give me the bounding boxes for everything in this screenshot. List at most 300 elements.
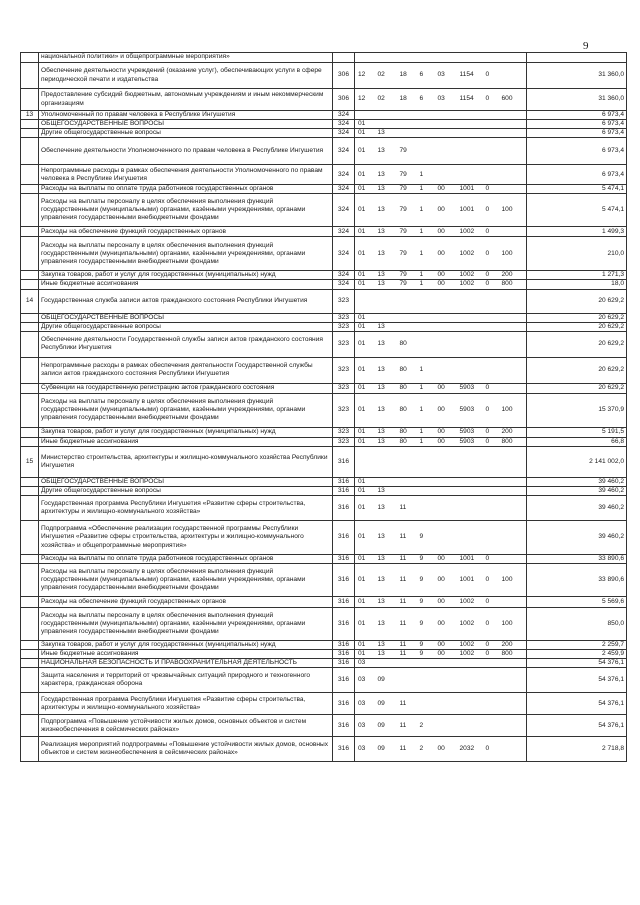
code-cs2: 9 xyxy=(417,564,435,597)
code-cs1 xyxy=(397,477,417,486)
code-vr xyxy=(499,496,527,521)
code-cs3: 00 xyxy=(435,427,457,437)
code-cs4 xyxy=(457,357,483,383)
row-number xyxy=(21,477,39,486)
code-gr: 306 xyxy=(333,89,355,111)
code-pr: 02 xyxy=(375,63,397,89)
row-sum: 6 973,4 xyxy=(527,138,627,165)
row-number xyxy=(21,521,39,555)
code-cs5 xyxy=(483,521,499,555)
row-sum: 6 973,4 xyxy=(527,120,627,129)
code-rz: 01 xyxy=(355,477,375,486)
code-cs2: 2 xyxy=(417,737,435,762)
code-cs3 xyxy=(435,138,457,165)
code-cs1: 18 xyxy=(397,63,417,89)
code-pr: 09 xyxy=(375,737,397,762)
code-vr xyxy=(499,313,527,322)
table-row xyxy=(21,597,627,608)
code-cs2 xyxy=(417,496,435,521)
code-pr xyxy=(375,446,397,477)
code-rz: 03 xyxy=(355,659,375,668)
code-vr xyxy=(499,165,527,185)
budget-table xyxy=(20,52,627,762)
code-rz: 12 xyxy=(355,89,375,111)
row-sum: 2 459,9 xyxy=(527,650,627,659)
code-cs1: 80 xyxy=(397,393,417,427)
table-row xyxy=(21,322,627,331)
code-cs5: 0 xyxy=(483,393,499,427)
code-vr xyxy=(499,446,527,477)
table-row xyxy=(21,53,627,63)
code-cs4: 1002 xyxy=(457,280,483,289)
code-pr: 13 xyxy=(375,564,397,597)
code-gr: 316 xyxy=(333,446,355,477)
code-pr: 13 xyxy=(375,427,397,437)
code-gr: 316 xyxy=(333,608,355,641)
row-name: Расходы на выплаты персоналу в целях обеспечения выполнения функций государственными (муниципальными) органами, казёнными учреждениями, органами управления государственными внебюджетными фондами xyxy=(39,194,333,227)
code-cs3: 00 xyxy=(435,185,457,194)
code-pr: 13 xyxy=(375,521,397,555)
code-cs1: 80 xyxy=(397,383,417,393)
row-number xyxy=(21,165,39,185)
code-pr: 13 xyxy=(375,555,397,564)
row-name: ОБЩЕГОСУДАРСТВЕННЫЕ ВОПРОСЫ xyxy=(39,477,333,486)
code-rz: 01 xyxy=(355,564,375,597)
code-gr: 316 xyxy=(333,597,355,608)
code-cs5: 0 xyxy=(483,194,499,227)
row-number xyxy=(21,693,39,715)
code-vr: 100 xyxy=(499,564,527,597)
table-row xyxy=(21,129,627,138)
code-gr: 324 xyxy=(333,120,355,129)
table-row xyxy=(21,555,627,564)
row-sum: 39 460,2 xyxy=(527,486,627,495)
code-pr: 09 xyxy=(375,693,397,715)
code-rz: 01 xyxy=(355,496,375,521)
table-row xyxy=(21,477,627,486)
row-number xyxy=(21,237,39,271)
code-cs2: 9 xyxy=(417,597,435,608)
row-sum: 66,8 xyxy=(527,437,627,446)
code-cs4 xyxy=(457,715,483,737)
row-name: Расходы на обеспечение функций государственных органов xyxy=(39,227,333,237)
code-cs3: 00 xyxy=(435,555,457,564)
table-row xyxy=(21,165,627,185)
row-name: Расходы на выплаты персоналу в целях обеспечения выполнения функций государственными (муниципальными) органами, казёнными учреждениями, органами управления государственными внебюджетными фондами xyxy=(39,564,333,597)
row-number xyxy=(21,393,39,427)
code-cs5 xyxy=(483,53,499,63)
code-vr xyxy=(499,357,527,383)
row-name: Субвенции на государственную регистрацию актов гражданского состояния xyxy=(39,383,333,393)
code-cs1 xyxy=(397,120,417,129)
code-pr xyxy=(375,659,397,668)
code-cs3: 00 xyxy=(435,641,457,650)
code-rz: 12 xyxy=(355,63,375,89)
code-cs5 xyxy=(483,668,499,693)
code-rz: 03 xyxy=(355,715,375,737)
row-name: Обеспечение деятельности учреждений (оказание услуг), обеспечивающих услуги в сфере периодической печати и издательства xyxy=(39,63,333,89)
code-cs2: 1 xyxy=(417,427,435,437)
code-rz: 01 xyxy=(355,237,375,271)
code-cs4: 1002 xyxy=(457,237,483,271)
table-row xyxy=(21,737,627,762)
code-rz xyxy=(355,289,375,313)
row-number xyxy=(21,129,39,138)
row-name: Другие общегосударственные вопросы xyxy=(39,486,333,495)
table-row xyxy=(21,111,627,120)
code-cs1: 79 xyxy=(397,271,417,280)
code-pr: 13 xyxy=(375,237,397,271)
row-name: Государственная программа Республики Ингушетия «Развитие сферы строительства, архитектуры и жилищно-коммунального хозяйства» xyxy=(39,496,333,521)
code-rz: 01 xyxy=(355,437,375,446)
table-row xyxy=(21,693,627,715)
code-rz: 01 xyxy=(355,555,375,564)
row-sum: 31 360,0 xyxy=(527,89,627,111)
table-row xyxy=(21,271,627,280)
table-row xyxy=(21,446,627,477)
row-number xyxy=(21,53,39,63)
table-row xyxy=(21,564,627,597)
code-cs1: 11 xyxy=(397,715,417,737)
code-cs4 xyxy=(457,668,483,693)
code-vr: 200 xyxy=(499,641,527,650)
code-rz xyxy=(355,111,375,120)
row-name: Реализация мероприятий подпрограммы «Повышение устойчивости жилых домов, основных объектов и систем жизнеобеспечения в сейсмических районах» xyxy=(39,737,333,762)
code-rz: 01 xyxy=(355,486,375,495)
code-cs3 xyxy=(435,715,457,737)
code-pr: 13 xyxy=(375,280,397,289)
code-gr: 324 xyxy=(333,237,355,271)
row-number xyxy=(21,486,39,495)
code-pr: 13 xyxy=(375,129,397,138)
code-cs1: 11 xyxy=(397,608,417,641)
code-gr: 316 xyxy=(333,521,355,555)
row-name: Предоставление субсидий бюджетным, автономным учреждениям и иным некоммерческим организациям xyxy=(39,89,333,111)
code-pr xyxy=(375,111,397,120)
row-name: ОБЩЕГОСУДАРСТВЕННЫЕ ВОПРОСЫ xyxy=(39,313,333,322)
code-cs4 xyxy=(457,659,483,668)
code-cs3: 00 xyxy=(435,383,457,393)
code-gr: 316 xyxy=(333,496,355,521)
code-vr: 600 xyxy=(499,89,527,111)
code-cs4: 1001 xyxy=(457,185,483,194)
code-cs1: 79 xyxy=(397,194,417,227)
code-cs4: 1002 xyxy=(457,641,483,650)
code-cs4 xyxy=(457,138,483,165)
row-sum: 1 271,3 xyxy=(527,271,627,280)
code-vr: 800 xyxy=(499,437,527,446)
table-row xyxy=(21,237,627,271)
code-cs5: 0 xyxy=(483,737,499,762)
table-row xyxy=(21,715,627,737)
code-pr: 09 xyxy=(375,668,397,693)
code-cs2: 9 xyxy=(417,650,435,659)
code-rz: 01 xyxy=(355,357,375,383)
code-gr: 323 xyxy=(333,427,355,437)
code-cs1: 11 xyxy=(397,597,417,608)
code-cs1: 80 xyxy=(397,357,417,383)
code-cs4: 1002 xyxy=(457,650,483,659)
code-rz: 01 xyxy=(355,194,375,227)
code-cs2: 9 xyxy=(417,608,435,641)
code-cs2: 1 xyxy=(417,271,435,280)
row-number xyxy=(21,597,39,608)
row-name: Расходы на выплаты по оплате труда работников государственных органов xyxy=(39,185,333,194)
code-cs4 xyxy=(457,165,483,185)
code-gr: 324 xyxy=(333,138,355,165)
code-cs5 xyxy=(483,357,499,383)
code-rz xyxy=(355,446,375,477)
code-rz: 01 xyxy=(355,129,375,138)
code-cs3 xyxy=(435,129,457,138)
code-cs1: 79 xyxy=(397,185,417,194)
code-vr xyxy=(499,693,527,715)
code-cs5: 0 xyxy=(483,271,499,280)
code-gr: 324 xyxy=(333,129,355,138)
code-vr: 100 xyxy=(499,608,527,641)
code-cs5: 0 xyxy=(483,427,499,437)
code-vr: 800 xyxy=(499,280,527,289)
code-gr: 316 xyxy=(333,659,355,668)
code-cs2: 1 xyxy=(417,185,435,194)
row-sum: 1 499,3 xyxy=(527,227,627,237)
code-cs1: 79 xyxy=(397,227,417,237)
code-cs5: 0 xyxy=(483,280,499,289)
code-cs5: 0 xyxy=(483,383,499,393)
code-cs4 xyxy=(457,446,483,477)
code-cs5 xyxy=(483,120,499,129)
code-cs3 xyxy=(435,53,457,63)
row-name: Государственная служба записи актов гражданского состояния Республики Ингушетия xyxy=(39,289,333,313)
row-sum: 54 376,1 xyxy=(527,668,627,693)
row-sum: 2 259,7 xyxy=(527,641,627,650)
row-name: Уполномоченный по правам человека в Республике Ингушетия xyxy=(39,111,333,120)
code-cs5 xyxy=(483,331,499,357)
code-rz: 03 xyxy=(355,693,375,715)
code-cs2 xyxy=(417,111,435,120)
code-cs3: 03 xyxy=(435,63,457,89)
code-cs5 xyxy=(483,165,499,185)
table-row xyxy=(21,289,627,313)
code-rz: 01 xyxy=(355,227,375,237)
table-row xyxy=(21,185,627,194)
code-cs5: 0 xyxy=(483,597,499,608)
code-cs1: 11 xyxy=(397,496,417,521)
code-cs2 xyxy=(417,120,435,129)
row-name: Расходы на выплаты персоналу в целях обеспечения выполнения функций государственными (муниципальными) органами, казёнными учреждениями, органами управления государственными внебюджетными фондами xyxy=(39,237,333,271)
row-sum: 54 376,1 xyxy=(527,693,627,715)
table-row xyxy=(21,383,627,393)
code-pr: 13 xyxy=(375,185,397,194)
code-cs3: 00 xyxy=(435,280,457,289)
code-cs1: 80 xyxy=(397,331,417,357)
code-cs5: 0 xyxy=(483,650,499,659)
code-gr: 323 xyxy=(333,393,355,427)
table-row xyxy=(21,313,627,322)
code-cs3 xyxy=(435,496,457,521)
table-row xyxy=(21,486,627,495)
code-cs4 xyxy=(457,111,483,120)
code-cs4 xyxy=(457,322,483,331)
code-rz: 01 xyxy=(355,383,375,393)
code-cs3 xyxy=(435,313,457,322)
code-cs1: 11 xyxy=(397,564,417,597)
code-cs1: 11 xyxy=(397,521,417,555)
row-number xyxy=(21,608,39,641)
code-gr: 324 xyxy=(333,111,355,120)
code-pr: 09 xyxy=(375,715,397,737)
code-cs5: 0 xyxy=(483,237,499,271)
row-number xyxy=(21,659,39,668)
code-gr: 324 xyxy=(333,280,355,289)
code-cs5 xyxy=(483,446,499,477)
code-gr: 323 xyxy=(333,383,355,393)
code-cs5 xyxy=(483,477,499,486)
row-number xyxy=(21,313,39,322)
table-row xyxy=(21,650,627,659)
row-sum: 39 460,2 xyxy=(527,521,627,555)
row-name: Иные бюджетные ассигнования xyxy=(39,280,333,289)
row-number xyxy=(21,564,39,597)
code-rz xyxy=(355,53,375,63)
code-gr: 323 xyxy=(333,357,355,383)
table-row xyxy=(21,89,627,111)
code-vr xyxy=(499,383,527,393)
row-name: Другие общегосударственные вопросы xyxy=(39,129,333,138)
code-cs3 xyxy=(435,120,457,129)
code-pr xyxy=(375,120,397,129)
row-sum: 6 973,4 xyxy=(527,165,627,185)
table-row xyxy=(21,608,627,641)
code-gr: 316 xyxy=(333,737,355,762)
row-sum: 2 141 002,0 xyxy=(527,446,627,477)
code-cs2: 9 xyxy=(417,641,435,650)
code-rz: 01 xyxy=(355,120,375,129)
code-vr xyxy=(499,120,527,129)
row-number xyxy=(21,194,39,227)
row-sum: 33 890,6 xyxy=(527,564,627,597)
row-number xyxy=(21,650,39,659)
code-cs2 xyxy=(417,129,435,138)
row-number xyxy=(21,427,39,437)
code-cs1 xyxy=(397,486,417,495)
code-gr: 324 xyxy=(333,271,355,280)
row-sum: 2 718,8 xyxy=(527,737,627,762)
row-number xyxy=(21,227,39,237)
row-sum: 54 376,1 xyxy=(527,715,627,737)
row-sum: 5 474,1 xyxy=(527,194,627,227)
code-cs2: 9 xyxy=(417,555,435,564)
table-row xyxy=(21,659,627,668)
code-cs3 xyxy=(435,477,457,486)
code-gr: 323 xyxy=(333,313,355,322)
code-rz: 01 xyxy=(355,393,375,427)
code-cs2: 1 xyxy=(417,393,435,427)
row-number: 14 xyxy=(21,289,39,313)
code-cs5 xyxy=(483,659,499,668)
code-cs4: 1002 xyxy=(457,608,483,641)
code-pr: 13 xyxy=(375,138,397,165)
code-cs3 xyxy=(435,668,457,693)
code-cs4: 1154 xyxy=(457,89,483,111)
code-gr: 306 xyxy=(333,63,355,89)
code-cs4 xyxy=(457,289,483,313)
code-cs3: 00 xyxy=(435,237,457,271)
row-name: Обеспечение деятельности Государственной службы записи актов гражданского состояния Республики Ингушетия xyxy=(39,331,333,357)
code-cs5 xyxy=(483,289,499,313)
row-name: Закупка товаров, работ и услуг для государственных (муниципальных) нужд xyxy=(39,641,333,650)
code-cs5 xyxy=(483,496,499,521)
code-cs3 xyxy=(435,165,457,185)
row-name: Иные бюджетные ассигнования xyxy=(39,650,333,659)
table-row xyxy=(21,641,627,650)
code-vr xyxy=(499,227,527,237)
row-sum: 20 629,2 xyxy=(527,313,627,322)
code-cs2 xyxy=(417,289,435,313)
code-rz: 01 xyxy=(355,641,375,650)
code-gr: 324 xyxy=(333,185,355,194)
code-cs3: 00 xyxy=(435,650,457,659)
row-name: Иные бюджетные ассигнования xyxy=(39,437,333,446)
code-cs2: 2 xyxy=(417,715,435,737)
code-cs2 xyxy=(417,322,435,331)
code-cs5 xyxy=(483,111,499,120)
row-name: Подпрограмма «Повышение устойчивости жилых домов, основных объектов и систем жизнеобеспечения в сейсмических районах» xyxy=(39,715,333,737)
code-cs5 xyxy=(483,313,499,322)
code-vr: 100 xyxy=(499,237,527,271)
code-vr xyxy=(499,521,527,555)
code-cs3: 03 xyxy=(435,89,457,111)
row-number: 13 xyxy=(21,111,39,120)
code-cs3: 00 xyxy=(435,597,457,608)
row-number xyxy=(21,280,39,289)
code-pr: 13 xyxy=(375,322,397,331)
code-cs1 xyxy=(397,668,417,693)
code-rz: 01 xyxy=(355,521,375,555)
row-number: 15 xyxy=(21,446,39,477)
row-number xyxy=(21,555,39,564)
row-number xyxy=(21,496,39,521)
row-sum: 39 460,2 xyxy=(527,477,627,486)
code-cs4: 1154 xyxy=(457,63,483,89)
code-cs4: 1001 xyxy=(457,564,483,597)
row-name: Закупка товаров, работ и услуг для государственных (муниципальных) нужд xyxy=(39,427,333,437)
code-pr xyxy=(375,313,397,322)
code-cs4: 1002 xyxy=(457,597,483,608)
code-vr: 800 xyxy=(499,650,527,659)
code-cs5: 0 xyxy=(483,641,499,650)
code-cs2 xyxy=(417,486,435,495)
code-cs3 xyxy=(435,111,457,120)
code-cs1 xyxy=(397,322,417,331)
code-pr: 13 xyxy=(375,608,397,641)
code-vr: 100 xyxy=(499,393,527,427)
code-cs4: 1001 xyxy=(457,194,483,227)
code-cs5: 0 xyxy=(483,227,499,237)
code-gr xyxy=(333,53,355,63)
row-name: Закупка товаров, работ и услуг для государственных (муниципальных) нужд xyxy=(39,271,333,280)
code-gr: 323 xyxy=(333,289,355,313)
code-pr: 13 xyxy=(375,357,397,383)
code-pr: 13 xyxy=(375,650,397,659)
code-gr: 316 xyxy=(333,555,355,564)
code-cs4 xyxy=(457,486,483,495)
code-gr: 316 xyxy=(333,564,355,597)
row-sum: 18,0 xyxy=(527,280,627,289)
code-vr xyxy=(499,486,527,495)
table-row xyxy=(21,227,627,237)
code-vr xyxy=(499,289,527,313)
